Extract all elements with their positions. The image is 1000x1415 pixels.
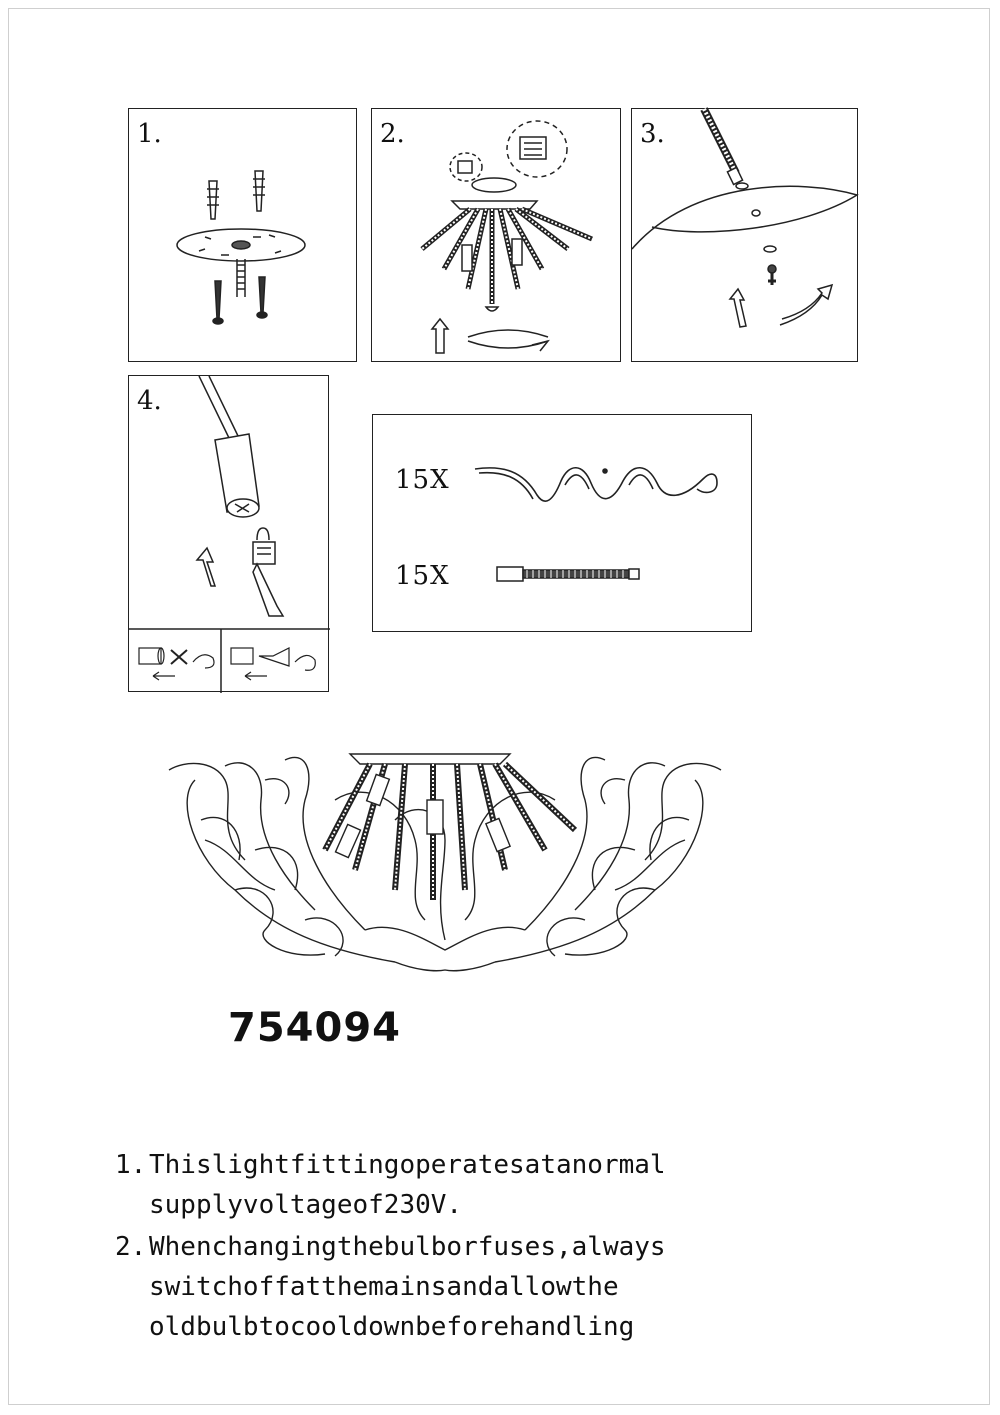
step-4-panel [128,375,329,692]
safety-notes [115,1145,875,1347]
note-number: 1. [115,1150,147,1180]
chandelier-product-illustration [165,740,725,990]
lamp-arm-icon [495,563,645,587]
ribbon-attachment-illustration [632,109,859,363]
spiral-ribbon-icon [473,461,723,511]
note-item [115,1145,875,1225]
bulb-insertion-illustration [129,376,330,693]
note-text: Thislightfittingoperatesatanormal supplyvoltageof230V. [149,1150,666,1220]
step-1-panel [128,108,357,362]
ribbon-quantity: 15X [395,465,450,495]
wiring-connection-illustration [372,109,622,363]
mounting-plate-illustration [129,109,358,363]
note-item [115,1227,875,1347]
step-2-panel [371,108,621,362]
step-4-number: 4. [137,386,162,416]
note-number: 2. [115,1232,147,1262]
step-3-panel [631,108,858,362]
step-3-number: 3. [640,119,665,149]
note-text: Whenchangingthebulborfuses,always switchoffatthemainsandallowthe oldbulbtocooldownbeforehandling [149,1232,666,1342]
step-1-number: 1. [137,119,162,149]
model-number: 754094 [228,1005,401,1051]
lamp-arm-quantity: 15X [395,561,450,591]
parts-list-panel [372,414,752,632]
step-2-number: 2. [380,119,405,149]
